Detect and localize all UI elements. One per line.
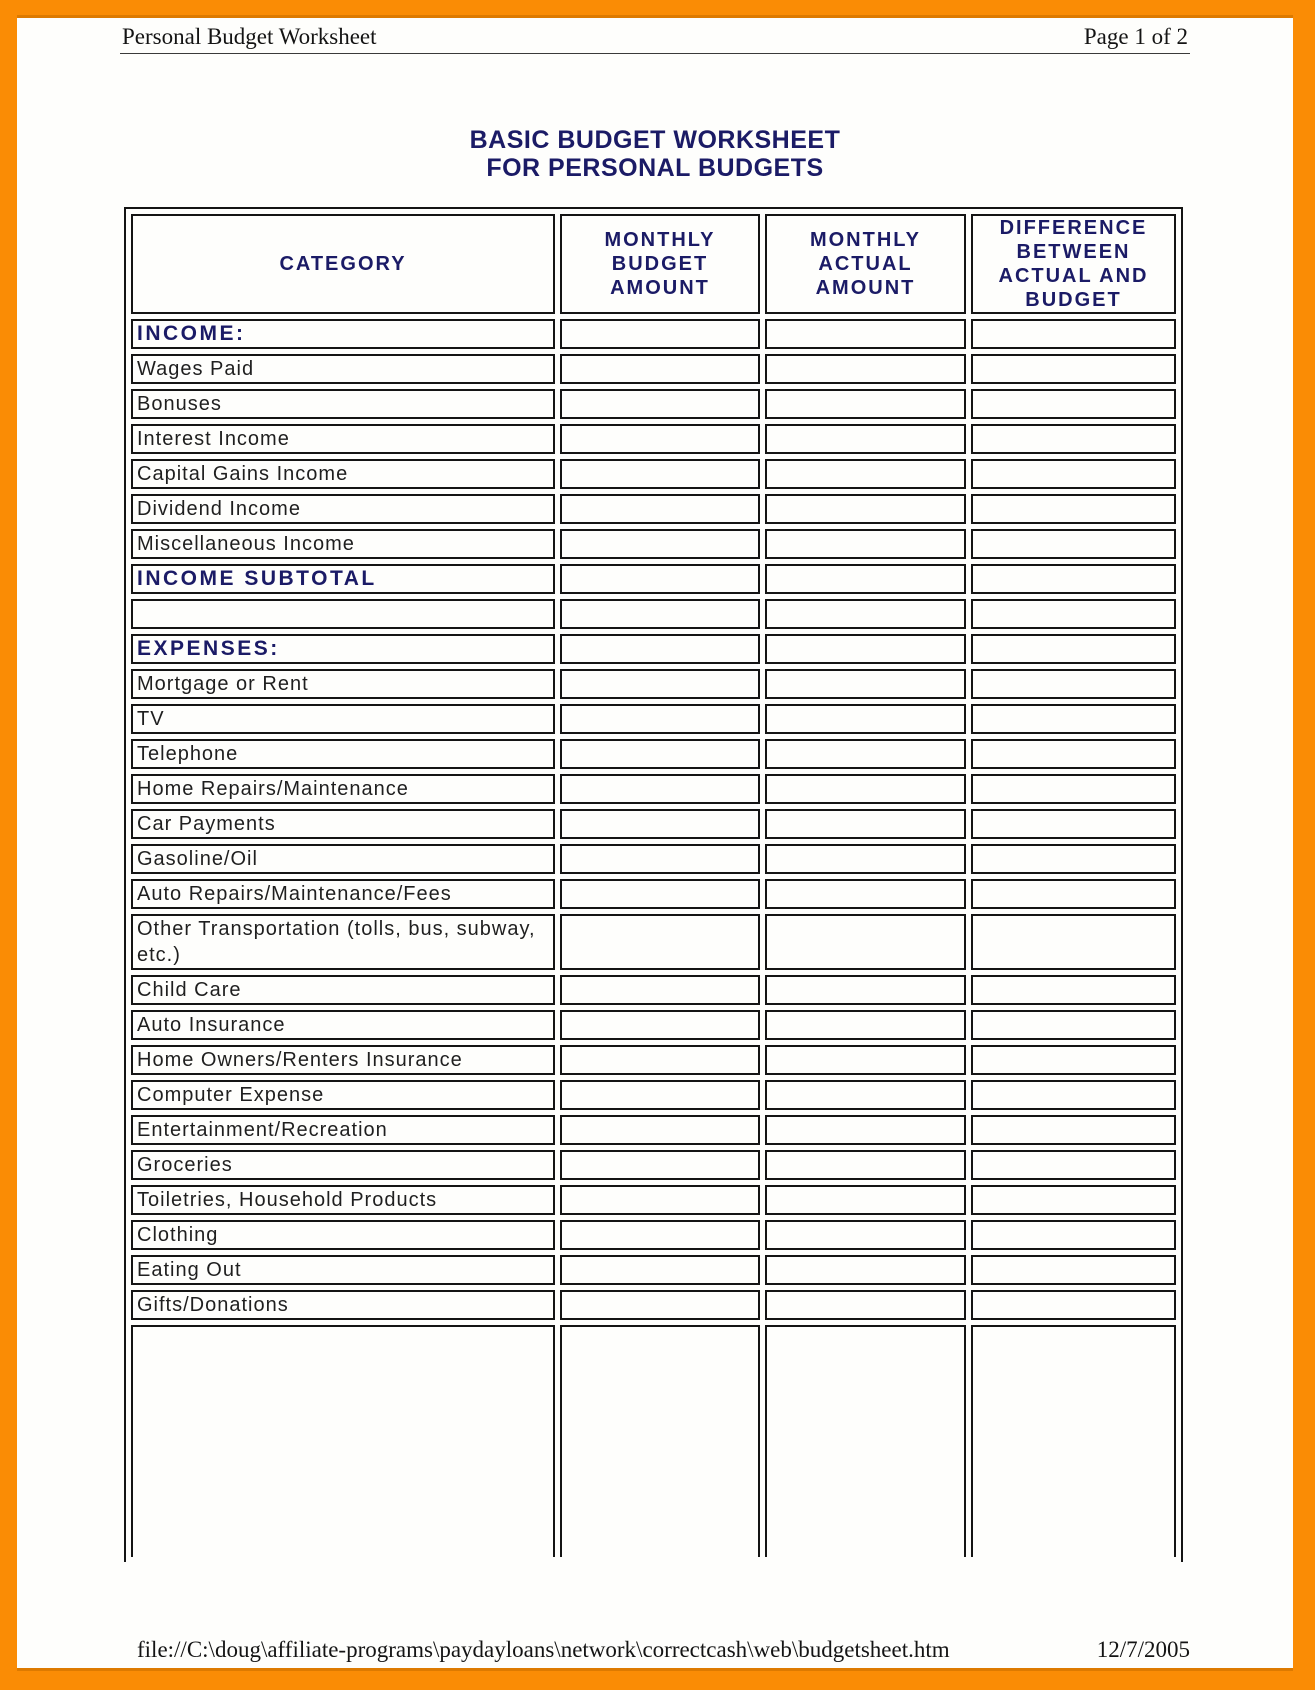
difference-cell bbox=[971, 1325, 1176, 1557]
row-label-cell: Eating Out bbox=[131, 1255, 555, 1285]
difference-cell bbox=[971, 1010, 1176, 1040]
row-label-cell: Wages Paid bbox=[131, 354, 555, 384]
difference-cell bbox=[971, 529, 1176, 559]
table-row bbox=[131, 1255, 1176, 1285]
table-row bbox=[131, 669, 1176, 699]
table-row bbox=[131, 459, 1176, 489]
row-label-cell: Interest Income bbox=[131, 424, 555, 454]
row-label-cell: Telephone bbox=[131, 739, 555, 769]
budget-amount-cell bbox=[560, 879, 760, 909]
difference-cell bbox=[971, 634, 1176, 664]
table-header-row bbox=[131, 214, 1176, 314]
budget-amount-cell bbox=[560, 704, 760, 734]
budget-amount-cell bbox=[560, 529, 760, 559]
difference-cell bbox=[971, 319, 1176, 349]
table-row bbox=[131, 1045, 1176, 1075]
table-row bbox=[131, 914, 1176, 970]
budget-amount-cell bbox=[560, 1325, 760, 1557]
budget-amount-cell bbox=[560, 354, 760, 384]
row-label-cell: Child Care bbox=[131, 975, 555, 1005]
budget-amount-cell bbox=[560, 494, 760, 524]
table-row bbox=[131, 1220, 1176, 1250]
actual-amount-cell bbox=[765, 914, 966, 970]
budget-amount-cell bbox=[560, 564, 760, 594]
row-label-cell: Groceries bbox=[131, 1150, 555, 1180]
difference-cell bbox=[971, 739, 1176, 769]
table-row bbox=[131, 739, 1176, 769]
table-row bbox=[131, 1185, 1176, 1215]
actual-amount-cell bbox=[765, 1115, 966, 1145]
difference-cell bbox=[971, 389, 1176, 419]
table-row bbox=[131, 354, 1176, 384]
row-label-cell: INCOME: bbox=[131, 319, 555, 349]
table-row bbox=[131, 1080, 1176, 1110]
actual-amount-cell bbox=[765, 1045, 966, 1075]
difference-cell bbox=[971, 564, 1176, 594]
budget-amount-cell bbox=[560, 914, 760, 970]
column-header-monthly-budget-amount: MONTHLY BUDGET AMOUNT bbox=[560, 214, 760, 314]
table-row bbox=[131, 1150, 1176, 1180]
column-header-monthly-actual-amount: MONTHLY ACTUAL AMOUNT bbox=[765, 214, 966, 314]
table-row bbox=[131, 389, 1176, 419]
difference-cell bbox=[971, 844, 1176, 874]
difference-cell bbox=[971, 424, 1176, 454]
budget-amount-cell bbox=[560, 1115, 760, 1145]
row-label-cell: Auto Insurance bbox=[131, 1010, 555, 1040]
actual-amount-cell bbox=[765, 424, 966, 454]
budget-table bbox=[124, 207, 1183, 1562]
table-row bbox=[131, 494, 1176, 524]
print-footer-file-path: file://C:\doug\affiliate-programs\paydayloans\network\correctcash\web\budgetsheet.htm bbox=[137, 1637, 950, 1662]
table-row bbox=[131, 1115, 1176, 1145]
row-label-cell: Clothing bbox=[131, 1220, 555, 1250]
difference-cell bbox=[971, 774, 1176, 804]
budget-amount-cell bbox=[560, 319, 760, 349]
difference-cell bbox=[971, 1150, 1176, 1180]
budget-amount-cell bbox=[560, 389, 760, 419]
table-row bbox=[131, 424, 1176, 454]
budget-amount-cell bbox=[560, 424, 760, 454]
table-row bbox=[131, 809, 1176, 839]
actual-amount-cell bbox=[765, 1325, 966, 1557]
row-label-cell: Entertainment/Recreation bbox=[131, 1115, 555, 1145]
document-title-line2: FOR PERSONAL BUDGETS bbox=[486, 154, 824, 182]
actual-amount-cell bbox=[765, 774, 966, 804]
actual-amount-cell bbox=[765, 459, 966, 489]
actual-amount-cell bbox=[765, 354, 966, 384]
row-label-cell: Car Payments bbox=[131, 809, 555, 839]
table-row bbox=[131, 704, 1176, 734]
difference-cell bbox=[971, 809, 1176, 839]
table-row bbox=[131, 319, 1176, 349]
difference-cell bbox=[971, 459, 1176, 489]
row-label-cell: Gifts/Donations bbox=[131, 1290, 555, 1320]
document-title-line1: BASIC BUDGET WORKSHEET bbox=[469, 126, 841, 154]
difference-cell bbox=[971, 494, 1176, 524]
difference-cell bbox=[971, 1290, 1176, 1320]
row-label-cell bbox=[131, 1325, 555, 1557]
table-row bbox=[131, 564, 1176, 594]
budget-amount-cell bbox=[560, 1290, 760, 1320]
print-footer bbox=[137, 1637, 1190, 1663]
budget-amount-cell bbox=[560, 774, 760, 804]
actual-amount-cell bbox=[765, 529, 966, 559]
print-header-title: Personal Budget Worksheet bbox=[122, 24, 377, 49]
row-label-cell: Mortgage or Rent bbox=[131, 669, 555, 699]
column-header-category: CATEGORY bbox=[131, 214, 555, 314]
budget-amount-cell bbox=[560, 1045, 760, 1075]
budget-amount-cell bbox=[560, 844, 760, 874]
difference-cell bbox=[971, 669, 1176, 699]
column-header-difference: DIFFERENCE BETWEEN ACTUAL AND BUDGET bbox=[971, 214, 1176, 314]
actual-amount-cell bbox=[765, 844, 966, 874]
row-label-cell: Dividend Income bbox=[131, 494, 555, 524]
difference-cell bbox=[971, 1115, 1176, 1145]
row-label-cell: Bonuses bbox=[131, 389, 555, 419]
budget-amount-cell bbox=[560, 459, 760, 489]
row-label-cell: INCOME SUBTOTAL bbox=[131, 564, 555, 594]
budget-amount-cell bbox=[560, 975, 760, 1005]
table-row bbox=[131, 529, 1176, 559]
table-row bbox=[131, 1010, 1176, 1040]
table-row bbox=[131, 774, 1176, 804]
actual-amount-cell bbox=[765, 1010, 966, 1040]
actual-amount-cell bbox=[765, 634, 966, 664]
budget-amount-cell bbox=[560, 1010, 760, 1040]
actual-amount-cell bbox=[765, 599, 966, 629]
actual-amount-cell bbox=[765, 1080, 966, 1110]
difference-cell bbox=[971, 1080, 1176, 1110]
actual-amount-cell bbox=[765, 564, 966, 594]
difference-cell bbox=[971, 1220, 1176, 1250]
row-label-cell: Toiletries, Household Products bbox=[131, 1185, 555, 1215]
difference-cell bbox=[971, 1185, 1176, 1215]
table-row bbox=[131, 879, 1176, 909]
actual-amount-cell bbox=[765, 809, 966, 839]
budget-amount-cell bbox=[560, 1185, 760, 1215]
budget-amount-cell bbox=[560, 739, 760, 769]
budget-amount-cell bbox=[560, 809, 760, 839]
budget-amount-cell bbox=[560, 1255, 760, 1285]
difference-cell bbox=[971, 914, 1176, 970]
table-row bbox=[131, 1290, 1176, 1320]
budget-amount-cell bbox=[560, 1150, 760, 1180]
row-label-cell: Home Owners/Renters Insurance bbox=[131, 1045, 555, 1075]
document-page bbox=[17, 18, 1293, 1668]
actual-amount-cell bbox=[765, 1150, 966, 1180]
row-label-cell: Home Repairs/Maintenance bbox=[131, 774, 555, 804]
row-label-cell: Gasoline/Oil bbox=[131, 844, 555, 874]
budget-amount-cell bbox=[560, 669, 760, 699]
actual-amount-cell bbox=[765, 1185, 966, 1215]
table-row bbox=[131, 599, 1176, 629]
actual-amount-cell bbox=[765, 319, 966, 349]
actual-amount-cell bbox=[765, 975, 966, 1005]
budget-amount-cell bbox=[560, 634, 760, 664]
actual-amount-cell bbox=[765, 1290, 966, 1320]
difference-cell bbox=[971, 1255, 1176, 1285]
row-label-cell: TV bbox=[131, 704, 555, 734]
print-header bbox=[120, 18, 1190, 54]
actual-amount-cell bbox=[765, 879, 966, 909]
row-label-cell: Computer Expense bbox=[131, 1080, 555, 1110]
budget-amount-cell bbox=[560, 1220, 760, 1250]
difference-cell bbox=[971, 704, 1176, 734]
budget-amount-cell bbox=[560, 1080, 760, 1110]
table-row bbox=[131, 975, 1176, 1005]
actual-amount-cell bbox=[765, 1220, 966, 1250]
print-header-page-number: Page 1 of 2 bbox=[1083, 24, 1188, 49]
difference-cell bbox=[971, 599, 1176, 629]
difference-cell bbox=[971, 975, 1176, 1005]
row-label-cell: EXPENSES: bbox=[131, 634, 555, 664]
difference-cell bbox=[971, 879, 1176, 909]
print-footer-date: 12/7/2005 bbox=[1096, 1637, 1190, 1662]
table-row bbox=[131, 844, 1176, 874]
actual-amount-cell bbox=[765, 1255, 966, 1285]
row-label-cell: Auto Repairs/Maintenance/Fees bbox=[131, 879, 555, 909]
difference-cell bbox=[971, 354, 1176, 384]
actual-amount-cell bbox=[765, 704, 966, 734]
document-title bbox=[17, 126, 1293, 182]
row-label-cell bbox=[131, 599, 555, 629]
difference-cell bbox=[971, 1045, 1176, 1075]
actual-amount-cell bbox=[765, 669, 966, 699]
actual-amount-cell bbox=[765, 739, 966, 769]
table-row bbox=[131, 634, 1176, 664]
row-label-cell: Other Transportation (tolls, bus, subway, etc.) bbox=[131, 914, 555, 970]
table-row bbox=[131, 1325, 1176, 1557]
actual-amount-cell bbox=[765, 494, 966, 524]
actual-amount-cell bbox=[765, 389, 966, 419]
budget-amount-cell bbox=[560, 599, 760, 629]
row-label-cell: Capital Gains Income bbox=[131, 459, 555, 489]
row-label-cell: Miscellaneous Income bbox=[131, 529, 555, 559]
